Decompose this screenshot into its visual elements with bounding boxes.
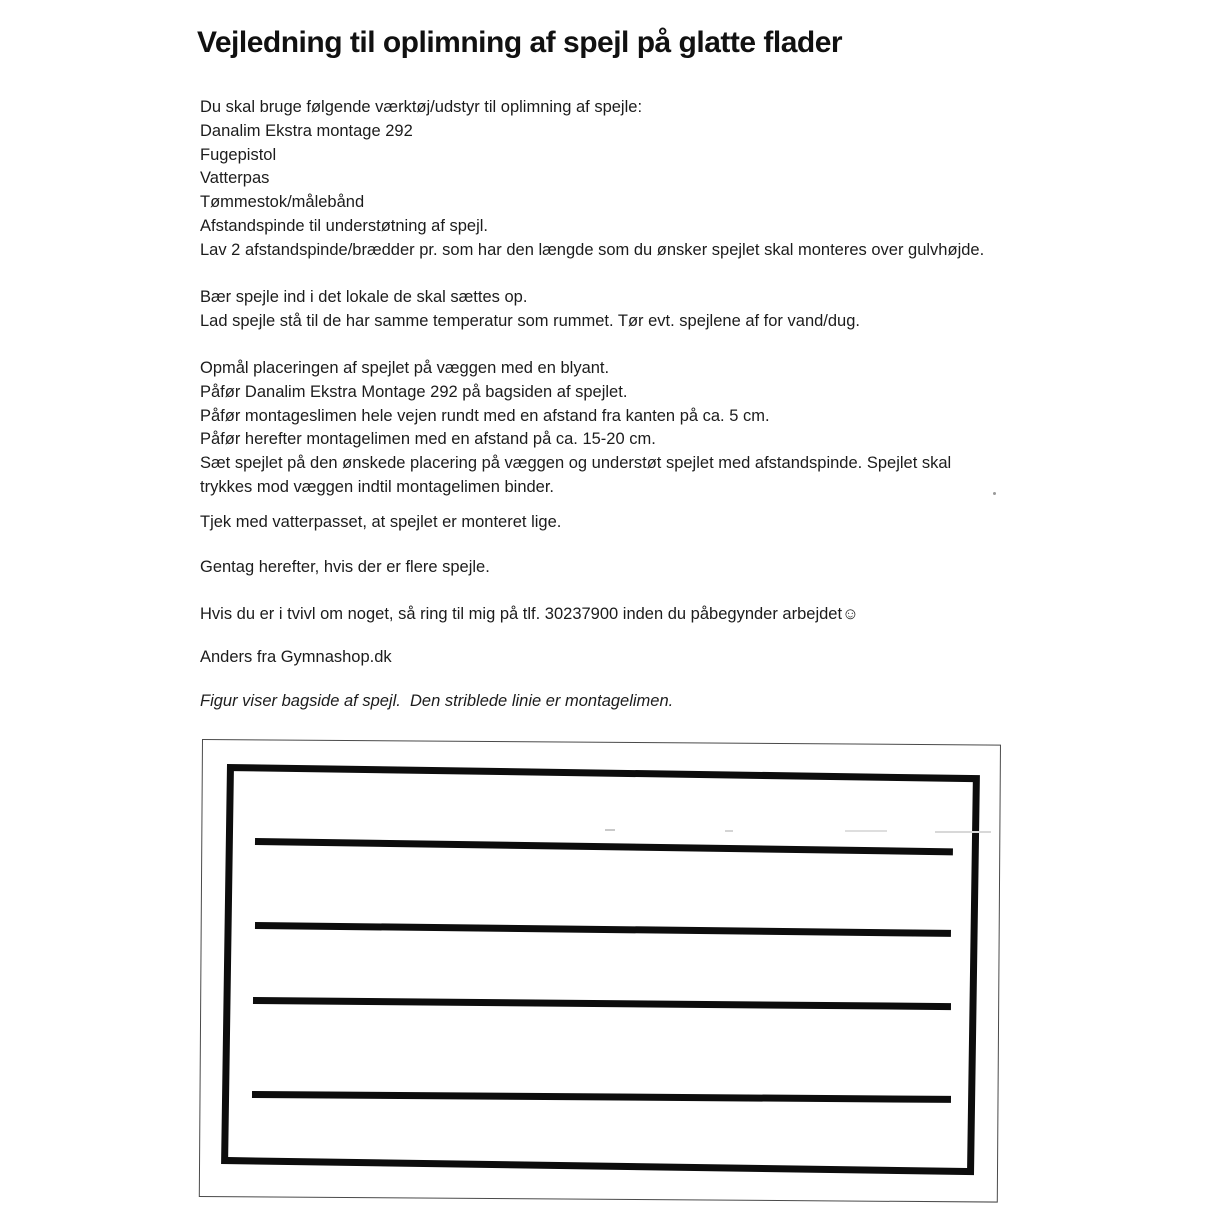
scan-artifact bbox=[993, 492, 996, 495]
text-line: Opmål placeringen af spejlet på væggen med en blyant. bbox=[200, 359, 610, 377]
text-line: Sæt spejlet på den ønskede placering på væggen og understøt spejlet med afstandspinde. Spejlet skal bbox=[200, 454, 952, 473]
page-title: Vejledning til oplimning af spejl på glatte flader bbox=[197, 26, 843, 59]
paragraph-contact bbox=[200, 603, 859, 627]
text-line: Lav 2 afstandspinde/brædder pr. som har den længde som du ønsker spejlet skal monteres over gulvhøjde. bbox=[200, 240, 985, 259]
text-line: Gentag herefter, hvis der er flere spejle. bbox=[200, 558, 490, 576]
mirror-back-figure bbox=[202, 739, 1001, 1197]
text-line: Bær spejle ind i det lokale de skal sættes op. bbox=[200, 288, 528, 306]
text-line: Tømmestok/målebånd bbox=[200, 193, 365, 212]
text-line: Hvis du er i tvivl om noget, så ring til mig på tlf. 30237900 inden du påbegynder arbejdet☺ bbox=[200, 605, 859, 623]
paragraph-repeat bbox=[200, 556, 490, 580]
paragraph-signature bbox=[200, 646, 392, 670]
scan-artifact bbox=[605, 829, 615, 831]
paragraph-preparation bbox=[200, 286, 860, 334]
text-line: Lad spejle stå til de har samme temperatur som rummet. Tør evt. spejlene af for vand/dug. bbox=[200, 311, 860, 330]
text-line: Vatterpas bbox=[200, 169, 270, 188]
scan-artifact bbox=[935, 831, 991, 833]
figure-caption: Figur viser bagside af spejl. Den striblede linie er montagelimen. bbox=[200, 692, 674, 710]
paragraph-tools-list bbox=[200, 96, 984, 263]
text-line: Påfør herefter montagelimen med en afstand på ca. 15-20 cm. bbox=[200, 430, 656, 449]
paragraph-level-check bbox=[200, 511, 561, 535]
text-line: Påfør Danalim Ekstra Montage 292 på bagsiden af spejlet. bbox=[200, 382, 628, 401]
scan-artifact bbox=[845, 830, 887, 832]
text-line: Påfør montageslimen hele vejen rundt med en afstand fra kanten på ca. 5 cm. bbox=[200, 406, 770, 425]
text-line: Anders fra Gymnashop.dk bbox=[200, 648, 392, 666]
text-line: Danalim Ekstra montage 292 bbox=[200, 121, 413, 140]
text-line: trykkes mod væggen indtil montagelimen binder. bbox=[200, 477, 555, 496]
text-line: Afstandspinde til understøtning af spejl. bbox=[200, 216, 489, 235]
paragraph-mounting-steps bbox=[200, 357, 951, 500]
glue-perimeter-line bbox=[221, 764, 980, 1175]
text-line: Du skal bruge følgende værktøj/udstyr til oplimning af spejle: bbox=[200, 98, 643, 116]
text-line: Tjek med vatterpasset, at spejlet er monteret lige. bbox=[200, 513, 562, 531]
text-line: Fugepistol bbox=[200, 145, 277, 164]
scan-artifact bbox=[725, 830, 733, 832]
